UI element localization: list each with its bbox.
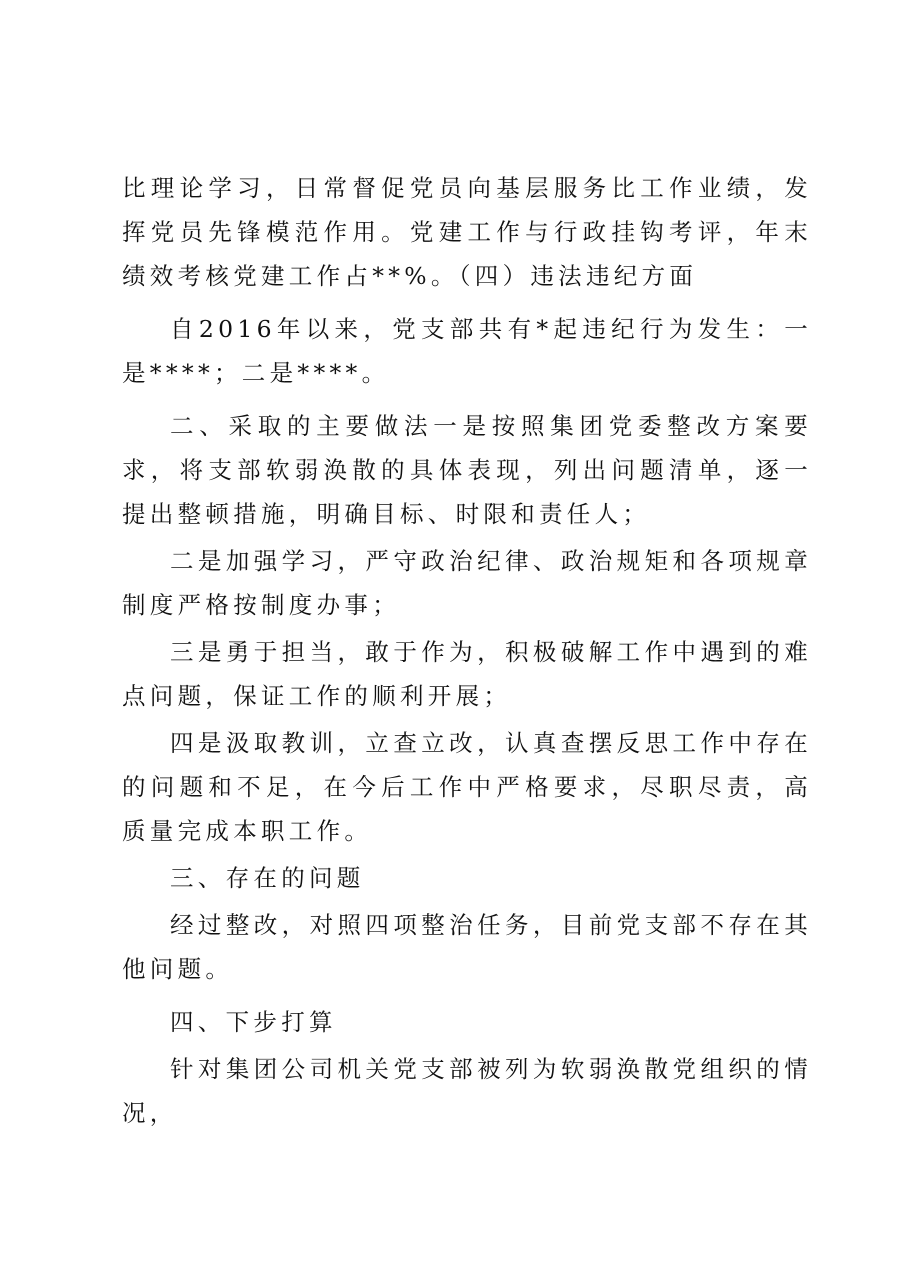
paragraph-next-steps: 针对集团公司机关党支部被列为软弱涣散党组织的情况， bbox=[122, 1055, 812, 1127]
section-heading-problems: 三、存在的问题 bbox=[170, 864, 365, 892]
paragraph-main-measures: 二、采取的主要做法一是按照集团党委整改方案要求，将支部软弱涣散的具体表现，列出问题清单，逐一提出整顿措施，明确目标、时限和责任人； bbox=[122, 412, 812, 528]
paragraph-problems: 经过整改，对照四项整治任务，目前党支部不存在其他问题。 bbox=[122, 911, 812, 983]
paragraph-measure-two: 二是加强学习，严守政治纪律、政治规矩和各项规章制度严格按制度办事； bbox=[122, 547, 812, 619]
section-heading-next-steps: 四、下步打算 bbox=[170, 1008, 337, 1036]
document-body bbox=[122, 166, 812, 1135]
paragraph-measure-four: 四是汲取教训，立查立改，认真查摆反思工作中存在的问题和不足，在今后工作中严格要求，尽职尽责，高质量完成本职工作。 bbox=[122, 729, 812, 845]
paragraph-violations: 自2016年以来，党支部共有*起违纪行为发生：一是****；二是****。 bbox=[122, 315, 812, 387]
paragraph-continuation: 比理论学习，日常督促党员向基层服务比工作业绩，发挥党员先锋模范作用。党建工作与行政挂钩考评，年末绩效考核党建工作占**%。（四）违法违纪方面 bbox=[122, 174, 812, 290]
paragraph-measure-three: 三是勇于担当，敢于作为，积极破解工作中遇到的难点问题，保证工作的顺利开展； bbox=[122, 638, 812, 710]
